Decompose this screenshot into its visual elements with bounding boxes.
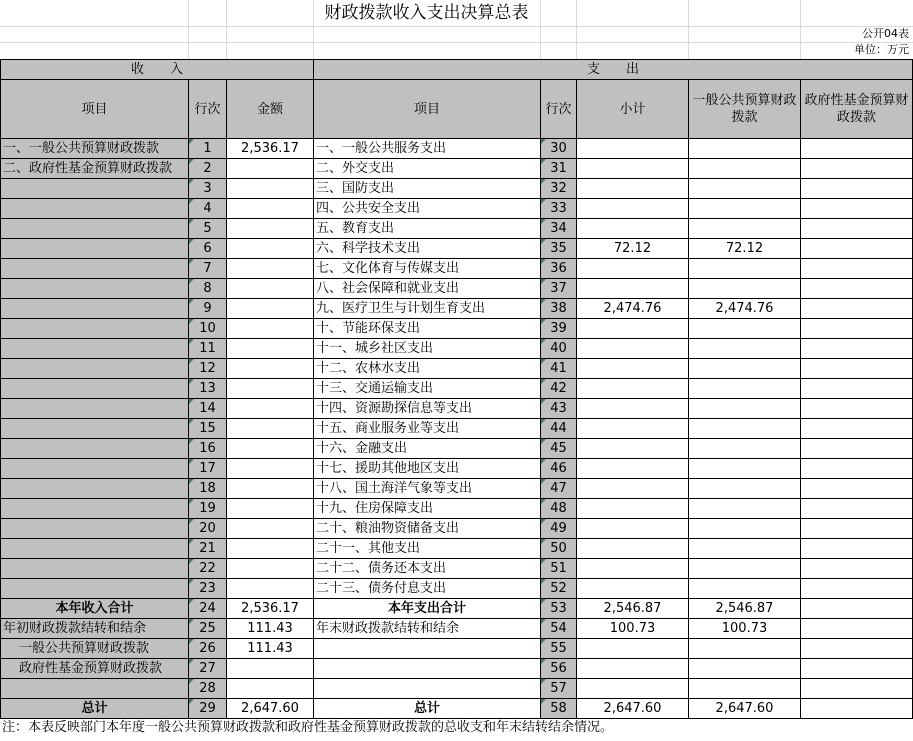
expense-subtotal — [577, 519, 689, 539]
expense-general-budget — [689, 479, 801, 499]
income-blank-cell — [1, 679, 189, 699]
table-row — [1, 499, 913, 519]
expense-row-no: 51 — [541, 559, 577, 579]
expense-row-no: 45 — [541, 439, 577, 459]
expense-general-budget — [689, 339, 801, 359]
col-header-amount: 金额 — [227, 80, 314, 139]
expense-item-cell: 十八、国土海洋气象等支出 — [314, 479, 541, 499]
income-item-cell — [1, 339, 189, 359]
expense-row-no: 55 — [541, 639, 577, 659]
income-amount — [227, 239, 314, 259]
income-row-no: 9 — [189, 299, 227, 319]
income-amount — [227, 359, 314, 379]
expense-item-cell: 二十二、债务还本支出 — [314, 559, 541, 579]
expense-carry-label: 年末财政拨款结转和结余 — [314, 619, 541, 639]
expense-item-cell: 八、社会保障和就业支出 — [314, 279, 541, 299]
income-fund-no: 27 — [189, 659, 227, 679]
income-item-cell — [1, 439, 189, 459]
table-row — [1, 599, 913, 619]
expense-gov-fund — [801, 259, 913, 279]
table-row — [1, 259, 913, 279]
expense-row-no: 56 — [541, 659, 577, 679]
expense-subtotal — [577, 579, 689, 599]
expense-gov-fund — [801, 459, 913, 479]
expense-blank-cell — [577, 659, 689, 679]
expense-row-no: 39 — [541, 319, 577, 339]
expense-gov-fund — [801, 159, 913, 179]
table-row — [1, 419, 913, 439]
expense-gov-fund — [801, 139, 913, 159]
expense-item-cell: 二十、粮油物资储备支出 — [314, 519, 541, 539]
income-row-no: 20 — [189, 519, 227, 539]
income-item-cell — [1, 319, 189, 339]
expense-gov-fund — [801, 499, 913, 519]
form-code: 公开04表 — [862, 27, 909, 40]
expense-general-budget — [689, 539, 801, 559]
expense-gov-fund — [801, 479, 913, 499]
expense-item-cell: 二十一、其他支出 — [314, 539, 541, 559]
income-row-no: 3 — [189, 179, 227, 199]
table-row — [1, 619, 913, 639]
expense-item-cell: 一、一般公共服务支出 — [314, 139, 541, 159]
expense-gov-fund — [801, 319, 913, 339]
income-item-cell — [1, 519, 189, 539]
expense-item-cell: 七、文化体育与传媒支出 — [314, 259, 541, 279]
income-total-amount: 2,536.17 — [227, 599, 314, 619]
expense-general-budget — [689, 359, 801, 379]
income-amount — [227, 179, 314, 199]
col-header-general-budget: 一般公共预算财政拨款 — [689, 80, 801, 139]
income-item-cell — [1, 559, 189, 579]
income-item-cell — [1, 499, 189, 519]
income-grand-total-amount: 2,647.60 — [227, 699, 314, 719]
expense-carry-no: 54 — [541, 619, 577, 639]
income-row-no: 10 — [189, 319, 227, 339]
expense-general-budget — [689, 199, 801, 219]
income-amount — [227, 279, 314, 299]
expense-item-cell: 十九、住房保障支出 — [314, 499, 541, 519]
expense-subtotal — [577, 459, 689, 479]
expense-subtotal — [577, 559, 689, 579]
table-row — [1, 479, 913, 499]
income-amount — [227, 299, 314, 319]
expense-item-cell: 二、外交支出 — [314, 159, 541, 179]
income-carry-no: 25 — [189, 619, 227, 639]
expense-item-cell: 六、科学技术支出 — [314, 239, 541, 259]
income-amount — [227, 459, 314, 479]
expense-gov-fund — [801, 339, 913, 359]
income-grand-total-label: 总计 — [1, 699, 189, 719]
expense-item-cell: 十二、农林水支出 — [314, 359, 541, 379]
expense-row-no: 47 — [541, 479, 577, 499]
expense-item-cell: 十六、金融支出 — [314, 439, 541, 459]
income-row-no: 16 — [189, 439, 227, 459]
expense-gov-fund — [801, 559, 913, 579]
income-row-no: 11 — [189, 339, 227, 359]
income-amount — [227, 439, 314, 459]
expense-blank-cell — [314, 659, 541, 679]
income-carry-amount: 111.43 — [227, 619, 314, 639]
expense-blank-cell — [314, 639, 541, 659]
income-total-no: 24 — [189, 599, 227, 619]
income-item-cell — [1, 239, 189, 259]
col-header-ex-row-no: 行次 — [541, 80, 577, 139]
expense-row-no: 38 — [541, 299, 577, 319]
expense-general-budget — [689, 459, 801, 479]
expense-general-budget: 72.12 — [689, 239, 801, 259]
table-row — [1, 639, 913, 659]
income-section-header: 收 入 — [1, 60, 314, 80]
expense-grand-total-label: 总计 — [314, 699, 541, 719]
income-item-cell — [1, 359, 189, 379]
grid-line — [0, 42, 913, 43]
expense-grand-total-fund — [801, 699, 913, 719]
expense-item-cell: 五、教育支出 — [314, 219, 541, 239]
expense-gov-fund — [801, 299, 913, 319]
expense-subtotal: 2,474.76 — [577, 299, 689, 319]
expense-gov-fund — [801, 519, 913, 539]
expense-item-cell: 十一、城乡社区支出 — [314, 339, 541, 359]
grid-line — [0, 26, 913, 27]
expense-general-budget — [689, 179, 801, 199]
expense-subtotal — [577, 259, 689, 279]
expense-subtotal — [577, 339, 689, 359]
table-row — [1, 539, 913, 559]
income-row-no: 23 — [189, 579, 227, 599]
expense-gov-fund — [801, 419, 913, 439]
expense-row-no: 50 — [541, 539, 577, 559]
expense-general-budget — [689, 219, 801, 239]
table-row — [1, 679, 913, 699]
income-amount: 2,536.17 — [227, 139, 314, 159]
expense-row-no: 37 — [541, 279, 577, 299]
expense-general-budget — [689, 519, 801, 539]
income-item-cell — [1, 459, 189, 479]
income-item-cell: 二、政府性基金预算财政拨款 — [1, 159, 189, 179]
expense-subtotal — [577, 199, 689, 219]
expense-general-budget — [689, 559, 801, 579]
expense-item-cell: 十、节能环保支出 — [314, 319, 541, 339]
expense-row-no: 52 — [541, 579, 577, 599]
expense-general-budget: 2,474.76 — [689, 299, 801, 319]
expense-gov-fund — [801, 379, 913, 399]
table-row — [1, 219, 913, 239]
income-row-no: 4 — [189, 199, 227, 219]
expense-item-cell: 九、医疗卫生与计划生育支出 — [314, 299, 541, 319]
income-amount — [227, 199, 314, 219]
expense-row-no: 30 — [541, 139, 577, 159]
table-row — [1, 299, 913, 319]
income-general-no: 26 — [189, 639, 227, 659]
footnote: 注：本表反映部门本年度一般公共预算财政拨款和政府性基金预算财政拨款的总收支和年末结转结余情况。 — [2, 720, 614, 735]
expense-row-no: 31 — [541, 159, 577, 179]
table-row — [1, 439, 913, 459]
expense-general-budget — [689, 139, 801, 159]
expense-item-cell: 十五、商业服务业等支出 — [314, 419, 541, 439]
expense-gov-fund — [801, 179, 913, 199]
expense-row-no: 57 — [541, 679, 577, 699]
income-amount — [227, 419, 314, 439]
expense-general-budget — [689, 399, 801, 419]
expense-blank-cell — [577, 639, 689, 659]
income-item-cell — [1, 199, 189, 219]
expense-row-no: 41 — [541, 359, 577, 379]
expense-carry-subtotal: 100.73 — [577, 619, 689, 639]
expense-blank-cell — [689, 659, 801, 679]
expense-grand-total-subtotal: 2,647.60 — [577, 699, 689, 719]
table-row — [1, 179, 913, 199]
income-amount — [227, 219, 314, 239]
expense-blank-cell — [801, 639, 913, 659]
expense-row-no: 42 — [541, 379, 577, 399]
income-amount — [227, 379, 314, 399]
table-row — [1, 239, 913, 259]
income-amount — [227, 559, 314, 579]
expense-item-cell: 十四、资源勘探信息等支出 — [314, 399, 541, 419]
expense-gov-fund — [801, 279, 913, 299]
expense-gov-fund — [801, 439, 913, 459]
income-row-no: 1 — [189, 139, 227, 159]
expense-item-cell: 二十三、债务付息支出 — [314, 579, 541, 599]
expense-blank-cell — [689, 679, 801, 699]
expense-item-cell: 十七、援助其他地区支出 — [314, 459, 541, 479]
expense-general-budget — [689, 379, 801, 399]
income-grand-total-no: 29 — [189, 699, 227, 719]
income-item-cell: 一、一般公共预算财政拨款 — [1, 139, 189, 159]
income-amount — [227, 479, 314, 499]
table-row — [1, 279, 913, 299]
expense-general-budget — [689, 499, 801, 519]
income-item-cell — [1, 179, 189, 199]
expense-gov-fund — [801, 579, 913, 599]
table-row — [1, 399, 913, 419]
income-item-cell — [1, 539, 189, 559]
expense-item-cell: 四、公共安全支出 — [314, 199, 541, 219]
expense-subtotal — [577, 179, 689, 199]
table-row — [1, 319, 913, 339]
expense-row-no: 43 — [541, 399, 577, 419]
expense-subtotal — [577, 499, 689, 519]
expense-total-fund — [801, 599, 913, 619]
unit-label: 单位：万元 — [854, 43, 909, 56]
expense-total-label: 本年支出合计 — [314, 599, 541, 619]
expense-subtotal — [577, 419, 689, 439]
expense-row-no: 33 — [541, 199, 577, 219]
income-amount — [227, 399, 314, 419]
expense-row-no: 34 — [541, 219, 577, 239]
expense-blank-cell — [689, 639, 801, 659]
income-row-no: 21 — [189, 539, 227, 559]
expense-subtotal — [577, 359, 689, 379]
expense-general-budget — [689, 159, 801, 179]
income-row-no: 22 — [189, 559, 227, 579]
table-row — [1, 159, 913, 179]
income-item-cell — [1, 399, 189, 419]
expense-subtotal — [577, 479, 689, 499]
expense-row-no: 49 — [541, 519, 577, 539]
income-amount — [227, 539, 314, 559]
expense-subtotal — [577, 439, 689, 459]
expense-blank-cell — [801, 659, 913, 679]
income-item-cell — [1, 219, 189, 239]
expense-general-budget — [689, 319, 801, 339]
expense-gov-fund — [801, 359, 913, 379]
expense-subtotal: 72.12 — [577, 239, 689, 259]
expense-total-subtotal: 2,546.87 — [577, 599, 689, 619]
income-total-label: 本年收入合计 — [1, 599, 189, 619]
income-row-no: 5 — [189, 219, 227, 239]
expense-subtotal — [577, 379, 689, 399]
page-title: 财政拨款收入支出决算总表 — [324, 3, 529, 23]
income-row-no: 18 — [189, 479, 227, 499]
expense-total-general: 2,546.87 — [689, 599, 801, 619]
col-header-in-row-no: 行次 — [189, 80, 227, 139]
expense-row-no: 46 — [541, 459, 577, 479]
expense-row-no: 44 — [541, 419, 577, 439]
income-item-cell — [1, 279, 189, 299]
expense-subtotal — [577, 539, 689, 559]
table-row — [1, 199, 913, 219]
table-row — [1, 659, 913, 679]
expense-gov-fund — [801, 199, 913, 219]
income-item-cell — [1, 579, 189, 599]
expense-subtotal — [577, 139, 689, 159]
income-row-no: 28 — [189, 679, 227, 699]
expense-gov-fund — [801, 239, 913, 259]
table-row — [1, 359, 913, 379]
expense-subtotal — [577, 219, 689, 239]
income-fund-label: 政府性基金预算财政拨款 — [1, 659, 189, 679]
expense-subtotal — [577, 279, 689, 299]
table-row — [1, 139, 913, 159]
table-row — [1, 559, 913, 579]
income-blank-cell — [227, 679, 314, 699]
income-row-no: 12 — [189, 359, 227, 379]
income-item-cell — [1, 479, 189, 499]
expense-gov-fund — [801, 399, 913, 419]
expense-row-no: 36 — [541, 259, 577, 279]
expense-gov-fund — [801, 219, 913, 239]
expense-grand-total-general: 2,647.60 — [689, 699, 801, 719]
expense-total-no: 53 — [541, 599, 577, 619]
col-header-in-item: 项目 — [1, 80, 189, 139]
income-general-amount: 111.43 — [227, 639, 314, 659]
expense-section-header: 支 出 — [314, 60, 913, 80]
budget-table — [0, 59, 913, 719]
income-carry-label: 年初财政拨款结转和结余 — [1, 619, 189, 639]
income-amount — [227, 159, 314, 179]
expense-subtotal — [577, 319, 689, 339]
expense-carry-fund — [801, 619, 913, 639]
expense-row-no: 35 — [541, 239, 577, 259]
income-item-cell — [1, 299, 189, 319]
income-item-cell — [1, 259, 189, 279]
table-row — [1, 579, 913, 599]
income-row-no: 2 — [189, 159, 227, 179]
income-row-no: 15 — [189, 419, 227, 439]
expense-general-budget — [689, 259, 801, 279]
income-item-cell — [1, 419, 189, 439]
income-amount — [227, 319, 314, 339]
expense-blank-cell — [801, 679, 913, 699]
table-row — [1, 459, 913, 479]
income-fund-amount — [227, 659, 314, 679]
expense-general-budget — [689, 439, 801, 459]
table-row — [1, 379, 913, 399]
income-row-no: 19 — [189, 499, 227, 519]
col-header-ex-item: 项目 — [314, 80, 541, 139]
expense-general-budget — [689, 579, 801, 599]
income-row-no: 17 — [189, 459, 227, 479]
income-amount — [227, 579, 314, 599]
expense-general-budget — [689, 419, 801, 439]
expense-carry-general: 100.73 — [689, 619, 801, 639]
table-row — [1, 339, 913, 359]
expense-item-cell: 三、国防支出 — [314, 179, 541, 199]
income-amount — [227, 499, 314, 519]
expense-item-cell: 十三、交通运输支出 — [314, 379, 541, 399]
income-amount — [227, 519, 314, 539]
income-amount — [227, 339, 314, 359]
income-row-no: 6 — [189, 239, 227, 259]
expense-subtotal — [577, 159, 689, 179]
income-row-no: 7 — [189, 259, 227, 279]
col-header-subtotal: 小计 — [577, 80, 689, 139]
table-row — [1, 519, 913, 539]
col-header-gov-fund: 政府性基金预算财政拨款 — [801, 80, 913, 139]
expense-row-no: 40 — [541, 339, 577, 359]
expense-subtotal — [577, 399, 689, 419]
income-item-cell — [1, 379, 189, 399]
income-general-label: 一般公共预算财政拨款 — [1, 639, 189, 659]
income-row-no: 13 — [189, 379, 227, 399]
expense-gov-fund — [801, 539, 913, 559]
expense-row-no: 48 — [541, 499, 577, 519]
income-row-no: 8 — [189, 279, 227, 299]
expense-grand-total-no: 58 — [541, 699, 577, 719]
expense-blank-cell — [577, 679, 689, 699]
expense-blank-cell — [314, 679, 541, 699]
expense-row-no: 32 — [541, 179, 577, 199]
income-amount — [227, 259, 314, 279]
expense-general-budget — [689, 279, 801, 299]
table-row — [1, 699, 913, 719]
income-row-no: 14 — [189, 399, 227, 419]
